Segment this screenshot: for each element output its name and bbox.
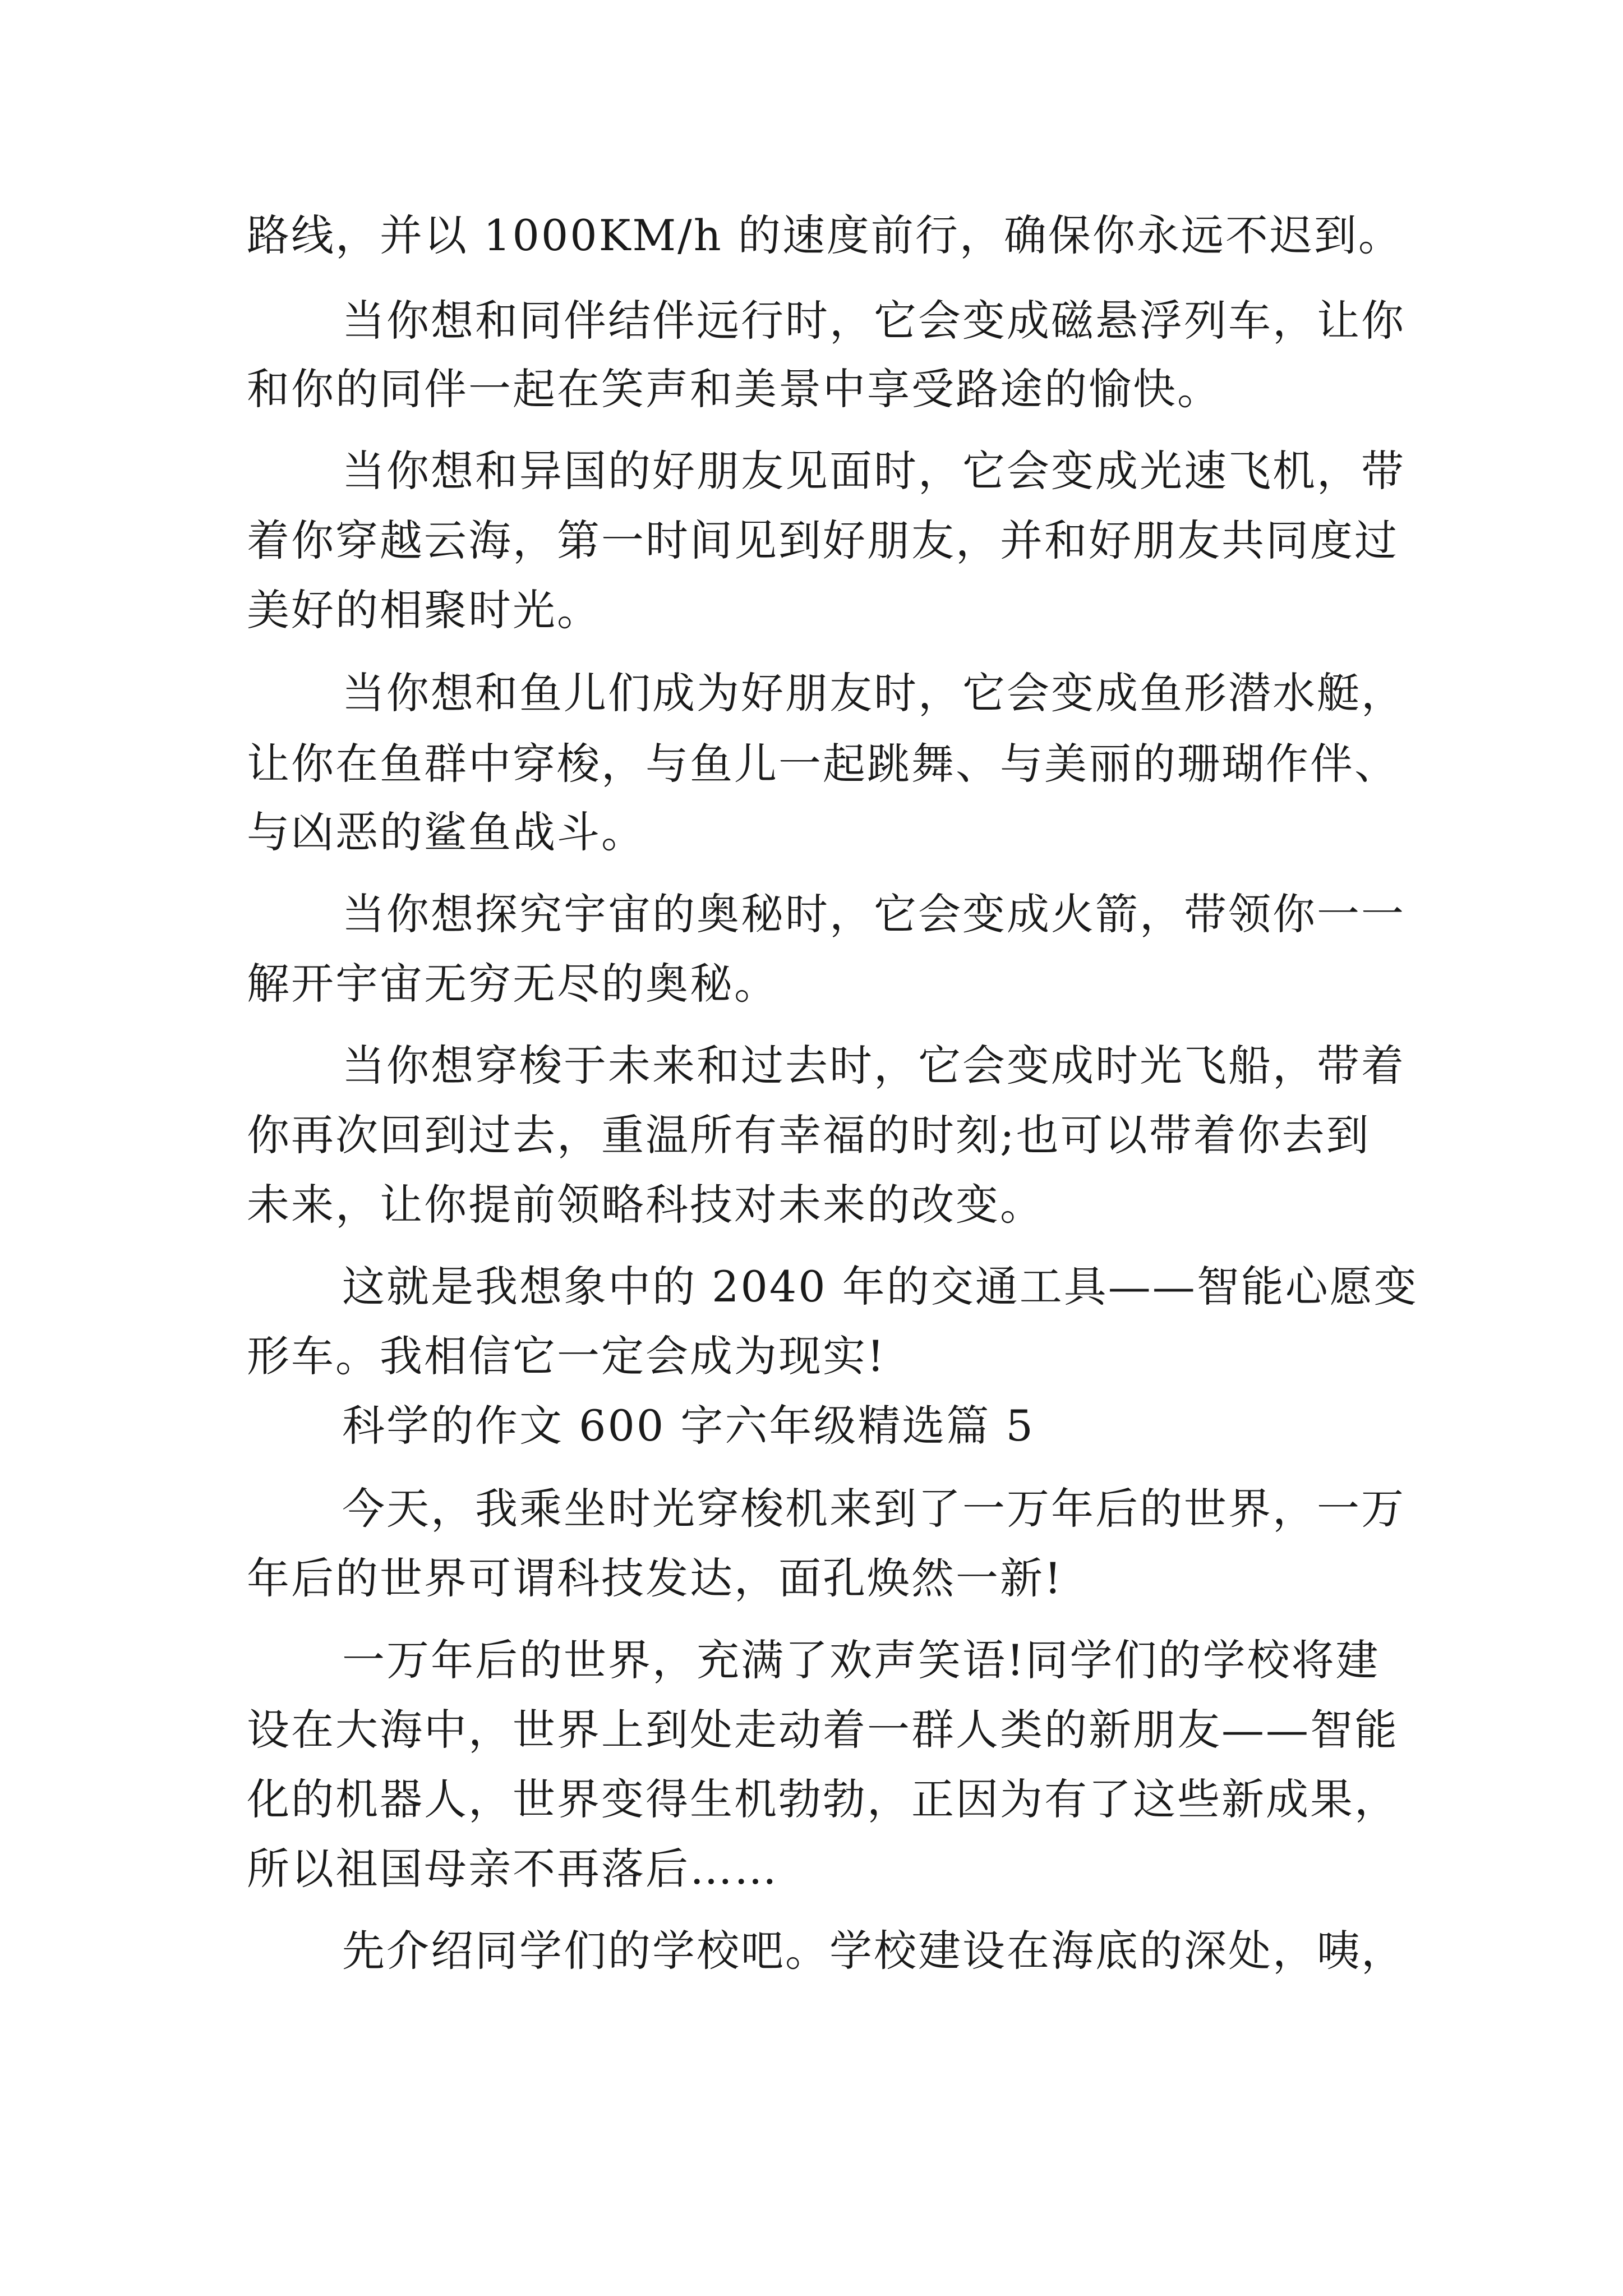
text-line: 所以祖国母亲不再落后…… bbox=[247, 1844, 778, 1894]
paragraph-first-line: 一万年后的世界，充满了欢声笑语!同学们的学校将建 bbox=[342, 1635, 1380, 1685]
paragraph-first-line: 先介绍同学们的学校吧。学校建设在海底的深处，咦， bbox=[342, 1926, 1405, 1976]
paragraph-first-line: 当你想探究宇宙的奥秘时，它会变成火箭，带领你一一 bbox=[342, 889, 1405, 939]
text-line: 形车。我相信它一定会成为现实! bbox=[247, 1331, 886, 1381]
text-line: 美好的相聚时光。 bbox=[247, 585, 601, 635]
paragraph-first-line: 当你想和鱼儿们成为好朋友时，它会变成鱼形潜水艇， bbox=[342, 668, 1405, 718]
text-line: 化的机器人，世界变得生机勃勃，正因为有了这些新成果， bbox=[247, 1774, 1399, 1824]
text-line: 设在大海中，世界上到处走动着一群人类的新朋友——智能 bbox=[247, 1705, 1399, 1755]
paragraph-first-line: 这就是我想象中的 2040 年的交通工具——智能心愿变 bbox=[342, 1262, 1418, 1312]
text-line: 你再次回到过去，重温所有幸福的时刻;也可以带着你去到 bbox=[247, 1110, 1371, 1160]
text-line: 与凶恶的鲨鱼战斗。 bbox=[247, 807, 645, 857]
text-line: 着你穿越云海，第一时间见到好朋友，并和好朋友共同度过 bbox=[247, 516, 1399, 565]
text-line: 未来，让你提前领略科技对未来的改变。 bbox=[247, 1180, 1044, 1230]
paragraph-first-line: 当你想和同伴结伴远行时，它会变成磁悬浮列车，让你 bbox=[342, 296, 1405, 346]
text-line: 解开宇宙无穷无尽的奥秘。 bbox=[247, 959, 778, 1009]
paragraph-first-line: 当你想穿梭于未来和过去时，它会变成时光飞船，带着 bbox=[342, 1041, 1405, 1091]
text-line: 年后的世界可谓科技发达，面孔焕然一新! bbox=[247, 1553, 1063, 1603]
section-heading: 科学的作文 600 字六年级精选篇 5 bbox=[342, 1401, 1035, 1451]
text-line: 路线，并以 1000KM/h 的速度前行，确保你永远不迟到。 bbox=[247, 210, 1403, 260]
text-line: 和你的同伴一起在笑声和美景中享受路途的愉快。 bbox=[247, 364, 1221, 414]
paragraph-first-line: 当你想和异国的好朋友见面时，它会变成光速飞机，带 bbox=[342, 446, 1405, 496]
text-line: 让你在鱼群中穿梭，与鱼儿一起跳舞、与美丽的珊瑚作伴、 bbox=[247, 739, 1399, 789]
paragraph-first-line: 今天，我乘坐时光穿梭机来到了一万年后的世界，一万 bbox=[342, 1484, 1405, 1534]
